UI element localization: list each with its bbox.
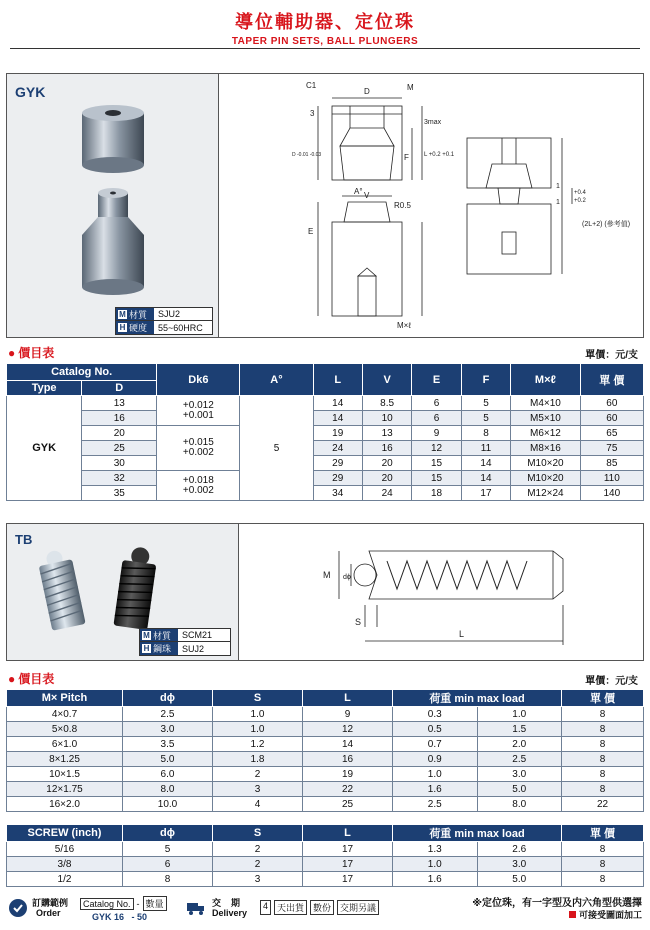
footer-note-1: ※定位珠，有一字型及内六角型供選擇 [472,898,642,909]
footer-note-2: 可接受圖面加工 [569,908,642,921]
cell: 0.9 [393,752,478,767]
f-cell: 8 [461,426,510,441]
svg-text:F: F [404,153,409,162]
cell: 16×2.0 [7,797,123,812]
cell: 8 [562,707,644,722]
mxl-cell: M5×10 [511,411,580,426]
delivery-terms: 4 天出貨 數份 交期另議 [260,900,379,915]
e-cell: 18 [412,486,461,501]
cell: 1.0 [393,857,478,872]
f-cell: 5 [461,396,510,411]
cell: 6 [123,857,213,872]
table-row [7,842,644,857]
cell: 25 [303,797,393,812]
svg-text:+0.2: +0.2 [574,198,586,204]
cell: 8 [562,842,644,857]
price-table-1-title: ● 價目表 [8,346,55,360]
d-cell: 20 [82,426,157,441]
red-square-icon [569,911,576,918]
cell: 8×1.25 [7,752,123,767]
cell: 2.5 [477,752,562,767]
table-row [7,426,644,441]
d-cell: 35 [82,486,157,501]
cell: 2 [213,842,303,857]
cell: 8 [562,782,644,797]
svg-text:M×ℓ: M×ℓ [397,321,411,330]
cell: 8 [123,872,213,887]
v-cell: 24 [362,486,411,501]
cell: 1.6 [393,782,478,797]
cell: 17 [303,872,393,887]
price-cell: 60 [580,396,643,411]
a-cell: 5 [240,396,313,501]
svg-text:A°: A° [354,187,363,196]
gyk-panel [6,73,644,338]
cell: 3 [213,782,303,797]
cell: 6×1.0 [7,737,123,752]
cell: 2 [213,767,303,782]
cell: 3.5 [123,737,213,752]
svg-text:+0.4: +0.4 [574,190,586,196]
l-cell: 29 [313,456,362,471]
svg-text:L: L [459,629,465,639]
cell: 17 [303,857,393,872]
page-title-en: TAPER PIN SETS, BALL PLUNGERS [231,36,419,47]
mxl-cell: M10×20 [511,456,580,471]
l-cell: 34 [313,486,362,501]
table-row [7,411,644,426]
table-row [7,872,644,887]
svg-text:V: V [364,191,370,200]
cell: 3/8 [7,857,123,872]
table-row [7,471,644,486]
order-label-en: Order [36,908,61,918]
order-format: Catalog No. - 數量 [80,896,167,911]
d-cell: 30 [82,456,157,471]
cell: 3.0 [477,767,562,782]
page-footer [0,892,650,930]
e-cell: 6 [412,396,461,411]
cell: 1.2 [213,737,303,752]
svg-text:dϕ: dϕ [343,574,351,581]
f-cell: 14 [461,471,510,486]
cell: 8 [562,857,644,872]
table-row [7,707,644,722]
table-row [7,752,644,767]
gyk-price-table: Catalog No. Dk6 A° L V E F M×ℓ 單 價 Type D GYK 13 +0.012 +0.001 5 14 8.5 6 5 M4×10 60 16 14 10 6 5 M5×10 60 20 +0.015 +0.002 19 13 9 8 M6×12 65 25 24 16 12 11 M8×16 75 30 29 20 15 14 M10×20 85 32 +0.018 +0.002 29 20 15 14 M10×20 110 35 34 24 18 17 M12×24 140 [6,363,644,501]
order-icon [8,898,28,918]
cell: 10.0 [123,797,213,812]
cell: 3 [213,872,303,887]
v-cell: 8.5 [362,396,411,411]
tb-panel [6,523,644,661]
cell: 3.0 [477,857,562,872]
v-cell: 16 [362,441,411,456]
e-cell: 9 [412,426,461,441]
cell: 4×0.7 [7,707,123,722]
table-row [7,456,644,471]
f-cell: 17 [461,486,510,501]
cell: 8 [562,737,644,752]
cell: 5.0 [477,782,562,797]
v-cell: 20 [362,471,411,486]
price-cell: 60 [580,411,643,426]
gyk-label: GYK [15,84,46,100]
type-cell: GYK [7,396,82,501]
cell: 1.5 [477,722,562,737]
cell: 12 [303,722,393,737]
l-cell: 19 [313,426,362,441]
price-unit-1: 單價：元/支 [585,350,638,361]
cell: 10×1.5 [7,767,123,782]
tb-technical-drawing [243,525,643,659]
cell: 3.0 [123,722,213,737]
svg-text:S: S [355,617,362,627]
gyk-material-table: M 材質 SJU2 H 硬度 55~60HRC [115,307,213,335]
order-label-zh: 訂購範例 [32,898,69,908]
cell: 8.0 [123,782,213,797]
svg-text:1: 1 [556,183,560,190]
svg-text:3max: 3max [424,119,442,126]
gyk-photo-area [7,74,219,337]
d-cell: 16 [82,411,157,426]
e-cell: 15 [412,456,461,471]
price-table-2-title: ● 價目表 [8,672,55,686]
cell: 2.5 [123,707,213,722]
price-unit-2: 單價：元/支 [585,676,638,687]
cell: 1.0 [213,722,303,737]
delivery-truck-icon [186,898,206,918]
svg-text:R0.5: R0.5 [394,201,411,210]
cell: 14 [303,737,393,752]
d-cell: 32 [82,471,157,486]
f-cell: 5 [461,411,510,426]
l-cell: 29 [313,471,362,486]
e-cell: 12 [412,441,461,456]
cell: 8.0 [477,797,562,812]
svg-text:M: M [323,570,331,580]
cell: 1/2 [7,872,123,887]
mxl-cell: M10×20 [511,471,580,486]
cell: 0.3 [393,707,478,722]
f-cell: 11 [461,441,510,456]
cell: 8 [562,722,644,737]
e-cell: 15 [412,471,461,486]
v-cell: 10 [362,411,411,426]
dk6-cell: +0.018 +0.002 [157,471,240,501]
mxl-cell: M4×10 [511,396,580,411]
cell: 1.0 [393,767,478,782]
cell: 5 [123,842,213,857]
svg-text:D: D [364,87,370,96]
cell: 0.7 [393,737,478,752]
l-cell: 24 [313,441,362,456]
cell: 1.8 [213,752,303,767]
cell: 22 [303,782,393,797]
l-cell: 14 [313,396,362,411]
cell: 1.0 [213,707,303,722]
table-row [7,857,644,872]
cell: 4 [213,797,303,812]
cell: 2 [213,857,303,872]
svg-text:3: 3 [310,109,315,118]
tb-metric-price-table: M× Pitch dϕ S L 荷重 min max load 單 價 4×0.7 2.5 1.0 9 0.3 1.0 8 5×0.8 3.0 1.0 12 0.5 1.5 8 6×1.0 3.5 1.2 14 0.7 2.0 8 8×1.25 5.0 1.8 16 0.9 2.5 8 10×1.5 6.0 2 19 1.0 3.0 8 12×1.75 8.0 3 22 1.6 5.0 8 16×2.0 10.0 4 25 2.5 8.0 22 [6,689,644,812]
cell: 17 [303,842,393,857]
cell: 8 [562,752,644,767]
cell: 1.6 [393,872,478,887]
table-row [7,797,644,812]
svg-text:D -0.01 -0.03: D -0.01 -0.03 [292,152,322,158]
page-title-zh: 導位輔助器、定位珠 [235,12,415,33]
cell: 8 [562,872,644,887]
tb-inch-price-table: SCREW (inch) dϕ S L 荷重 min max load 單 價 5/16 5 2 17 1.3 2.6 8 3/8 6 2 17 1.0 3.0 8 1/2 8 3 17 1.6 5.0 8 [6,824,644,887]
order-example: GYK 16 - 50 [92,912,148,922]
svg-text:C1: C1 [306,81,317,90]
svg-text:1: 1 [556,199,560,206]
cell: 5.0 [477,872,562,887]
price-cell: 140 [580,486,643,501]
svg-text:M: M [407,83,414,92]
l-cell: 14 [313,411,362,426]
header-divider [10,48,640,49]
table-row [7,486,644,501]
price-cell: 85 [580,456,643,471]
cell: 19 [303,767,393,782]
dk6-cell: +0.015 +0.002 [157,426,240,471]
table-row [7,396,644,411]
cell: 5×0.8 [7,722,123,737]
delivery-label-en: Delivery [212,908,248,918]
tb-material-table: M 材質 SCM21 H 鋼珠 SUJ2 [139,628,231,656]
cell: 1.0 [477,707,562,722]
cell: 22 [562,797,644,812]
gyk-technical-drawing [222,76,642,336]
svg-text:E: E [308,227,314,236]
cell: 5.0 [123,752,213,767]
cell: 9 [303,707,393,722]
svg-text:(2L+2) (參考值): (2L+2) (參考值) [582,221,631,228]
cell: 16 [303,752,393,767]
svg-text:L +0.2 +0.1: L +0.2 +0.1 [424,152,455,158]
cell: 8 [562,767,644,782]
mxl-cell: M6×12 [511,426,580,441]
table-row [7,441,644,456]
dk6-cell: +0.012 +0.001 [157,396,240,426]
cell: 12×1.75 [7,782,123,797]
table-row [7,722,644,737]
cell: 1.3 [393,842,478,857]
price-cell: 65 [580,426,643,441]
table-row [7,782,644,797]
cell: 2.6 [477,842,562,857]
f-cell: 14 [461,456,510,471]
cell: 6.0 [123,767,213,782]
tb-label: TB [15,532,33,547]
cell: 2.0 [477,737,562,752]
tb-photo-area [7,524,239,660]
cell: 2.5 [393,797,478,812]
mxl-cell: M12×24 [511,486,580,501]
v-cell: 20 [362,456,411,471]
price-cell: 75 [580,441,643,456]
v-cell: 13 [362,426,411,441]
cell: 5/16 [7,842,123,857]
page-header [0,8,650,47]
delivery-label-zh: 交 期 [212,898,241,908]
e-cell: 6 [412,411,461,426]
gyk-product-photo [62,99,172,299]
mxl-cell: M8×16 [511,441,580,456]
table-row [7,737,644,752]
price-cell: 110 [580,471,643,486]
cell: 0.5 [393,722,478,737]
d-cell: 13 [82,396,157,411]
d-cell: 25 [82,441,157,456]
table-row [7,767,644,782]
